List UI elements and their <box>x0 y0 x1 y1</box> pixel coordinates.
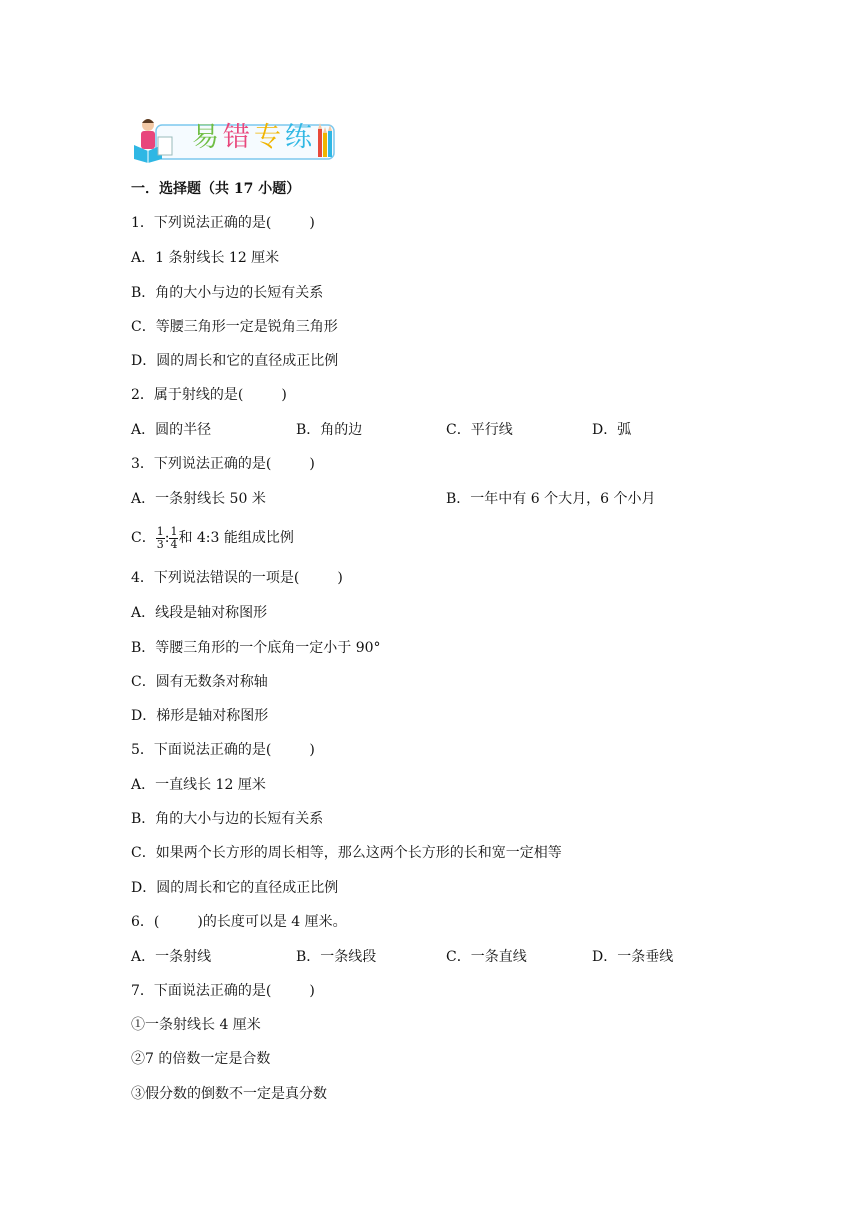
option-a: A．圆的半径 <box>131 422 212 438</box>
question-stem: 4．下列说法错误的一项是( ) <box>131 570 343 586</box>
option-b: B．一条线段 <box>296 949 377 965</box>
option-b: B．等腰三角形的一个底角一定小于 90° <box>131 640 381 656</box>
option-c: C．圆有无数条对称轴 <box>131 674 268 690</box>
option-a: A．1 条射线长 12 厘米 <box>131 250 280 266</box>
banner-char: 易 <box>192 122 223 153</box>
option-c: C． $\frac{1}{3}$ : $\frac{1}{4}$ 和 4:3 能组成比例 <box>131 524 294 551</box>
statement-3: ③假分数的倒数不一定是真分数 <box>131 1086 327 1102</box>
option-a: A．一条射线 <box>131 949 212 965</box>
option-d: D．弧 <box>592 422 632 438</box>
question-stem: 3．下列说法正确的是( ) <box>131 456 315 472</box>
option-b: B．角的大小与边的长短有关系 <box>131 811 324 827</box>
statement-1: ①一条射线长 4 厘米 <box>131 1017 261 1033</box>
banner-title <box>192 121 316 155</box>
banner-char: 练 <box>285 122 316 153</box>
question-stem: 5．下面说法正确的是( ) <box>131 742 315 758</box>
banner-char: 专 <box>254 122 285 153</box>
option-d: D．一条垂线 <box>592 949 674 965</box>
option-b: B．角的边 <box>296 422 363 438</box>
option-c: C．等腰三角形一定是锐角三角形 <box>131 319 338 335</box>
fraction: $\frac{1}{3}$ <box>156 524 164 551</box>
statement-2: ②7 的倍数一定是合数 <box>131 1051 271 1067</box>
option-b: B．一年中有 6 个大月，6 个小月 <box>446 491 656 507</box>
question-stem: 7．下面说法正确的是( ) <box>131 983 315 999</box>
option-b: B．角的大小与边的长短有关系 <box>131 285 324 301</box>
question-stem: 6．( )的长度可以是 4 厘米。 <box>131 914 347 930</box>
option-c: C．平行线 <box>446 422 513 438</box>
banner <box>132 115 340 163</box>
option-c: C．一条直线 <box>446 949 527 965</box>
option-a: A．一直线长 12 厘米 <box>131 777 266 793</box>
option-d: D．圆的周长和它的直径成正比例 <box>131 353 339 369</box>
option-d: D．圆的周长和它的直径成正比例 <box>131 880 339 896</box>
option-a: A．线段是轴对称图形 <box>131 605 268 621</box>
option-d: D．梯形是轴对称图形 <box>131 708 269 724</box>
section-heading: 一．选择题（共 17 小题） <box>131 181 301 197</box>
option-c: C．如果两个长方形的周长相等，那么这两个长方形的长和宽一定相等 <box>131 845 562 861</box>
question-stem: 1．下列说法正确的是( ) <box>131 215 315 231</box>
question-stem: 2．属于射线的是( ) <box>131 387 287 403</box>
fraction: $\frac{1}{4}$ <box>170 524 178 551</box>
banner-char: 错 <box>223 122 254 153</box>
option-a: A．一条射线长 50 米 <box>131 491 266 507</box>
